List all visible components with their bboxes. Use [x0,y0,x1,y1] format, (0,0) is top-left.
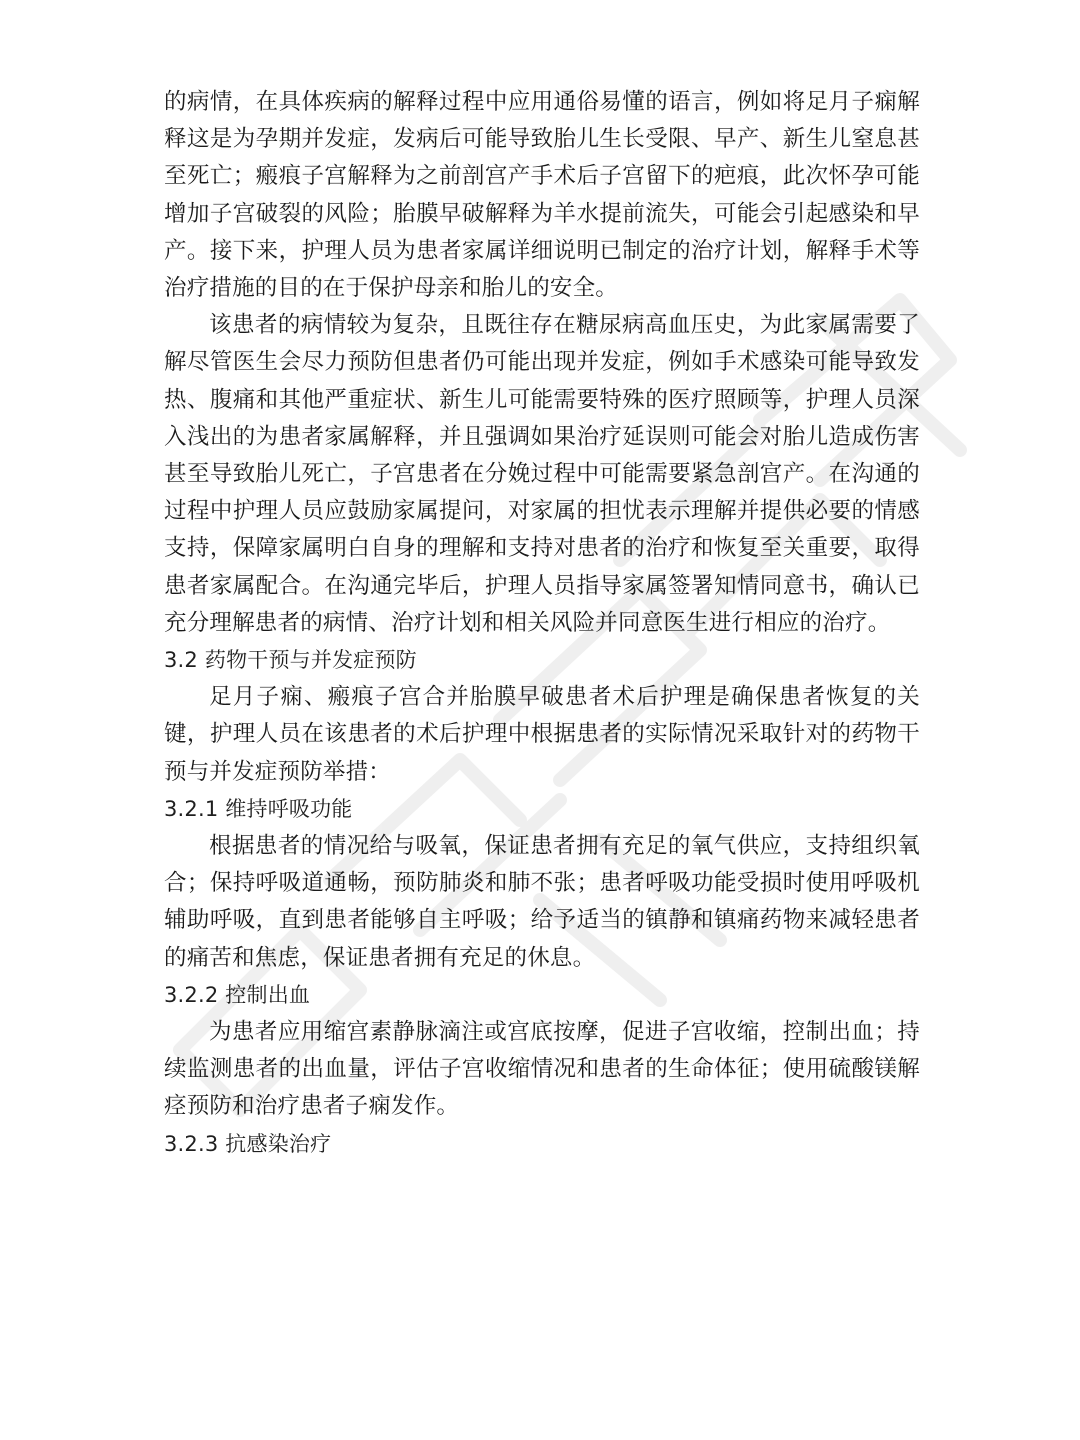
heading-3-2-3: 3.2.3 抗感染治疗 [164,1131,332,1156]
heading-3-2-1: 3.2.1 维持呼吸功能 [164,796,353,821]
paragraph-4: 根据患者的情况给与吸氧，保证患者拥有充足的氧气供应，支持组织氧合；保持呼吸道通畅，预防肺炎和肺不张；患者呼吸功能受损时使用呼吸机辅助呼吸，直到患者能够自主呼吸；给予适当的镇静和镇痛药物来减轻患者的痛苦和焦虑，保证患者拥有充足的休息。 [164,833,920,971]
paragraph-1: 的病情，在具体疾病的解释过程中应用通俗易懂的语言，例如将足月子痫解释这是为孕期并发症，发病后可能导致胎儿生长受限、早产、新生儿窒息甚至死亡；瘢痕子宫解释为之前剖宫产手术后子宫留下的疤痕，此次怀孕可能增加子宫破裂的风险；胎膜早破解释为羊水提前流失，可能会引起感染和早产。接下来，护理人员为患者家属详细说明已制定的治疗计划，解释手术等治疗措施的目的在于保护母亲和胎儿的安全。 [164,89,920,302]
heading-3-2-2: 3.2.2 控制出血 [164,982,311,1007]
paragraph-2: 该患者的病情较为复杂，且既往存在糖尿病高血压史，为此家属需要了解尽管医生会尽力预防但患者仍可能出现并发症，例如手术感染可能导致发热、腹痛和其他严重症状、新生儿可能需要特殊的医疗照顾等，护理人员深入浅出的为患者家属解释，并且强调如果治疗延误则可能会对胎儿造成伤害甚至导致胎儿死亡，子宫患者在分娩过程中可能需要紧急剖宫产。在沟通的过程中护理人员应鼓励家属提问，对家属的担忧表示理解并提供必要的情感支持，保障家属明白自身的理解和支持对患者的治疗和恢复至关重要，取得患者家属配合。在沟通完毕后，护理人员指导家属签署知情同意书，确认已充分理解患者的病情、治疗计划和相关风险并同意医生进行相应的治疗。 [164,312,920,636]
heading-3-2: 3.2 药物干预与并发症预防 [164,648,417,673]
paragraph-3: 足月子痫、瘢痕子宫合并胎膜早破患者术后护理是确保患者恢复的关键，护理人员在该患者的术后护理中根据患者的实际情况采取针对的药物干预与并发症预防举措： [164,684,920,785]
document-body [164,84,920,1163]
paragraph-5: 为患者应用缩宫素静脉滴注或宫底按摩，促进子宫收缩，控制出血；持续监测患者的出血量，评估子宫收缩情况和患者的生命体征；使用硫酸镁解痉预防和治疗患者子痫发作。 [164,1019,920,1120]
